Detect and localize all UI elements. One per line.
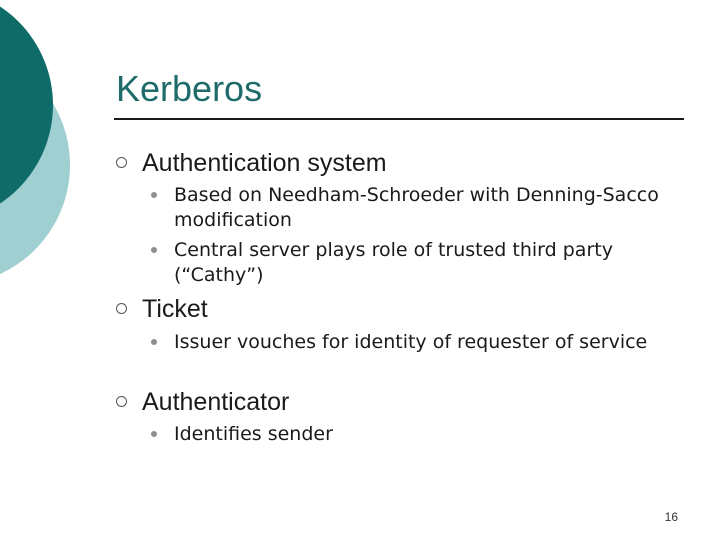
dot-bullet-icon [151, 431, 157, 437]
dot-bullet-icon [151, 192, 157, 198]
title-divider [114, 118, 684, 120]
hollow-circle-bullet-icon [116, 157, 127, 168]
slide-title: Kerberos [116, 68, 263, 109]
hollow-circle-bullet-icon [116, 396, 127, 407]
subbullet-text: Issuer vouches for identity of requester of service [174, 331, 648, 353]
hollow-circle-bullet-icon [116, 303, 127, 314]
page-number: 16 [664, 510, 678, 524]
dot-bullet-icon [151, 339, 157, 345]
subbullet-text: Based on Needham-Schroeder with Denning-Sacco modification [174, 184, 659, 231]
bullet-text: Authenticator [142, 388, 290, 416]
decorative-circles [0, 0, 120, 300]
subbullet-text: Identifies sender [174, 423, 333, 445]
bullet-text: Ticket [142, 295, 208, 323]
subbullet-text: Central server plays role of trusted third party (“Cathy”) [174, 239, 613, 286]
dot-bullet-icon [151, 247, 157, 253]
bullet-text: Authentication system [142, 149, 387, 177]
